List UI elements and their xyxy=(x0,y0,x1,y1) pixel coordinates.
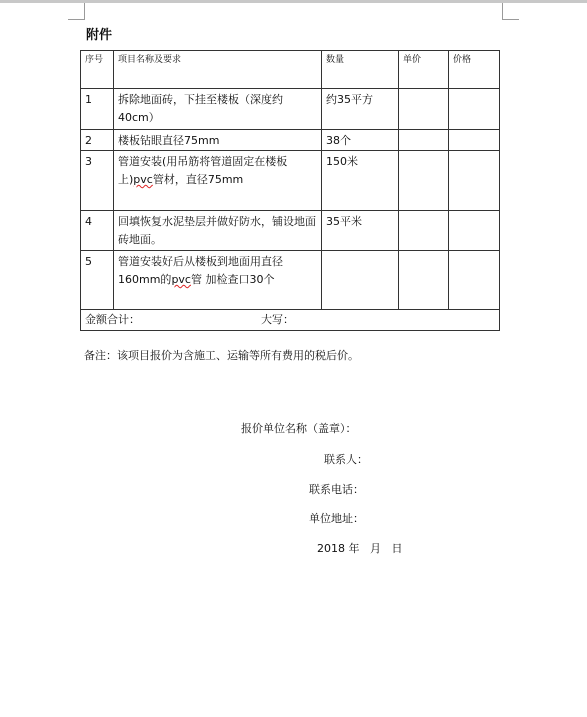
table-row xyxy=(81,89,500,130)
cell-item xyxy=(114,151,322,211)
cell-qty: 约35平方 xyxy=(322,89,399,130)
contact-label: 联系人： xyxy=(324,453,368,466)
cell-item: 楼板钻眼直径75mm xyxy=(114,130,322,151)
document-title: 附件 xyxy=(86,28,113,43)
table-row xyxy=(81,151,500,211)
cell-unit-price xyxy=(399,151,449,211)
header-cell-qty: 数量 xyxy=(322,51,399,89)
cell-item xyxy=(114,89,322,130)
header-cell-price: 价格 xyxy=(449,51,500,89)
cell-price xyxy=(449,89,500,130)
cell-price xyxy=(449,151,500,211)
item-text-pvc: pvc xyxy=(133,173,153,186)
cell-qty: 38个 xyxy=(322,130,399,151)
item-text-prefix: 管道安装好后从楼板到地面用直径160mm的 xyxy=(118,255,283,286)
item-text: 拆除地面砖，下挂至楼板（深度约40cm） xyxy=(118,93,283,124)
cell-qty: 150米 xyxy=(322,151,399,211)
page-top-bar xyxy=(0,0,587,3)
address-label: 单位地址： xyxy=(309,512,364,525)
total-cell xyxy=(81,310,500,331)
table-row xyxy=(81,211,500,251)
table-row xyxy=(81,130,500,151)
table-header-row xyxy=(81,51,500,89)
total-label: 金额合计： xyxy=(85,313,140,326)
header-cell-item: 项目名称及要求 xyxy=(114,51,322,89)
cell-no: 1 xyxy=(81,89,114,130)
cell-unit-price xyxy=(399,89,449,130)
phone-label: 联系电话： xyxy=(309,483,364,496)
cell-unit-price xyxy=(399,251,449,310)
cell-item xyxy=(114,251,322,310)
cell-qty: 35平米 xyxy=(322,211,399,251)
date-line: 2018 年 月 日 xyxy=(317,542,403,555)
unit-name-label: 报价单位名称（盖章）： xyxy=(241,422,357,435)
total-row xyxy=(81,310,500,331)
cell-unit-price xyxy=(399,130,449,151)
item-text-suffix: 管 加检查口30个 xyxy=(190,273,275,286)
remark-note: 备注：该项目报价为含施工、运输等所有费用的税后价。 xyxy=(84,349,359,362)
margin-corner-top-left xyxy=(68,3,85,20)
cell-price xyxy=(449,251,500,310)
table-row xyxy=(81,251,500,310)
item-text-suffix: 管材，直径75mm xyxy=(152,173,244,186)
header-cell-no: 序号 xyxy=(81,51,114,89)
margin-corner-top-right xyxy=(502,3,519,20)
item-text-prefix: 管道安装(用吊筋将管道固定在楼板上) xyxy=(118,155,288,186)
cell-price xyxy=(449,130,500,151)
cell-no: 2 xyxy=(81,130,114,151)
cell-qty xyxy=(322,251,399,310)
cell-price xyxy=(449,211,500,251)
cell-item: 回填恢复水泥垫层并做好防水，铺设地面砖地面。 xyxy=(114,211,322,251)
cell-unit-price xyxy=(399,211,449,251)
cell-no: 5 xyxy=(81,251,114,310)
daxie-label: 大写： xyxy=(261,313,294,326)
quote-table xyxy=(80,50,500,331)
item-text-pvc: pvc xyxy=(171,273,191,286)
cell-no: 3 xyxy=(81,151,114,211)
header-cell-unit-price: 单价 xyxy=(399,51,449,89)
cell-no: 4 xyxy=(81,211,114,251)
